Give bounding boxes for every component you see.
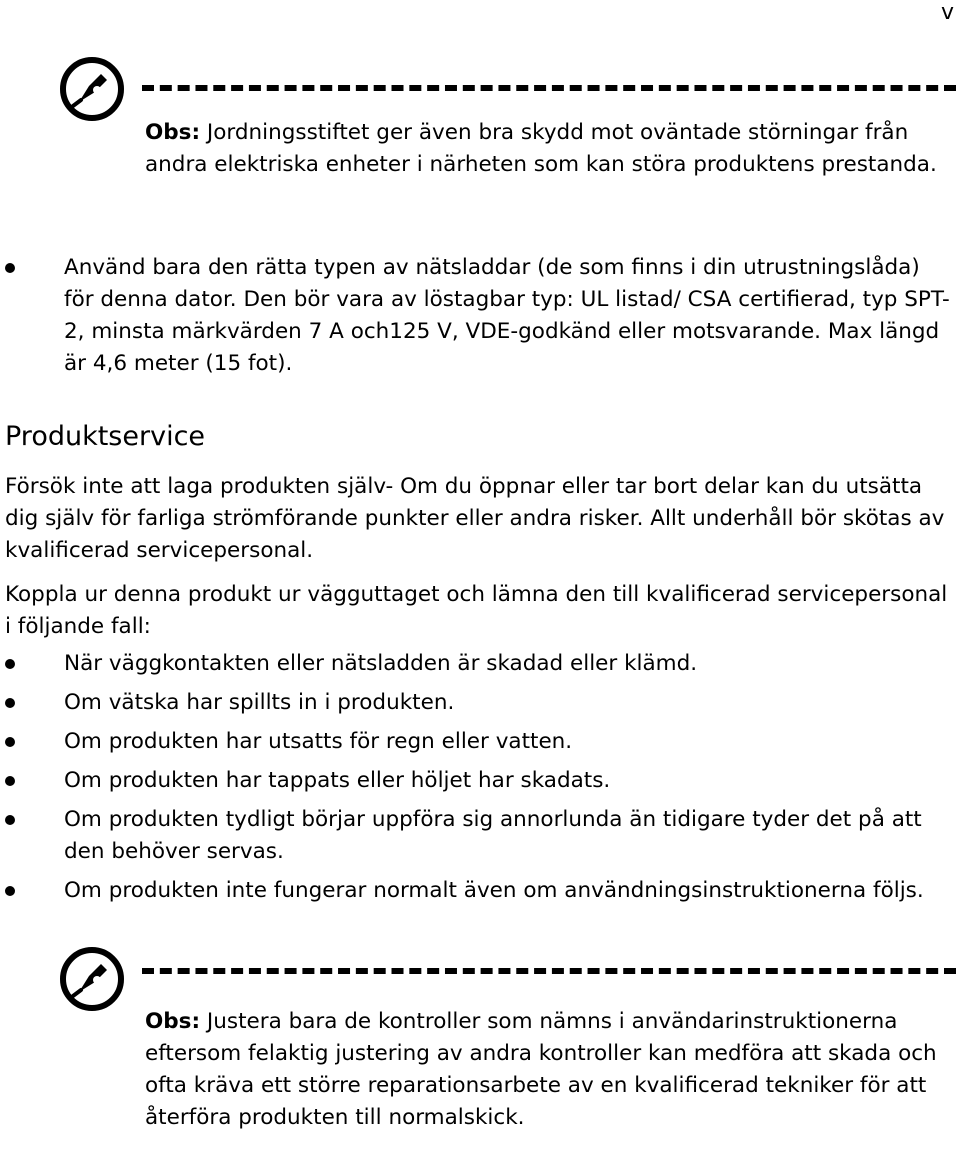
- note-divider: [142, 968, 956, 974]
- bullet-dot-icon: [5, 776, 15, 786]
- note-label: Obs:: [145, 1009, 201, 1034]
- list-item-text: Om produkten har tappats eller höljet har skadats.: [64, 768, 611, 793]
- note-pen-icon: [59, 946, 125, 1012]
- section-paragraph-1: Försök inte att laga produkten själv- Om du öppnar eller tar bort delar kan du utsätta dig själv för farliga strömförande punkter eller andra risker. Allt underhåll bör skötas av kvalificerad servicepersonal.: [5, 474, 945, 563]
- list-item: [0, 875, 960, 907]
- list-item-text: När väggkontakten eller nätsladden är skadad eller klämd.: [64, 651, 698, 676]
- list-item: [0, 765, 960, 797]
- list-item: [0, 687, 960, 719]
- bullet-dot-icon: [5, 886, 15, 896]
- note-text: [145, 117, 945, 181]
- note-body: Jordningsstiftet ger även bra skydd mot oväntade störningar från andra elektriska enheter i närheten som kan störa produktens prestanda.: [145, 120, 937, 177]
- list-item: [0, 804, 960, 868]
- note-pen-icon: [59, 56, 125, 122]
- list-item-text: Om produkten har utsatts för regn eller vatten.: [64, 729, 573, 754]
- bullet-dot-icon: [5, 698, 15, 708]
- bullet-dot-icon: [5, 815, 15, 825]
- list-item-text: Använd bara den rätta typen av nätsladdar (de som finns i din utrustningslåda) för denna dator. Den bör vara av löstagbar typ: UL listad/ CSA certifierad, typ SPT-2, minsta märkvärden 7 A och125 V, VDE-godkänd eller motsvarande. Max längd är 4,6 meter (15 fot).: [64, 255, 950, 376]
- list-item-text: Om produkten inte fungerar normalt även om användningsinstruktionerna följs.: [64, 878, 924, 903]
- list-item: [0, 726, 960, 758]
- list-item: [0, 648, 960, 680]
- bullet-dot-icon: [5, 263, 15, 273]
- section-paragraph-2: Koppla ur denna produkt ur vägguttaget och lämna den till kvalificerad servicepersonal i följande fall:: [5, 582, 948, 639]
- note-text: [145, 1006, 945, 1134]
- bullet-dot-icon: [5, 659, 15, 669]
- service-conditions-list: [0, 648, 960, 907]
- note-label: Obs:: [145, 120, 201, 145]
- note-body: Justera bara de kontroller som nämns i användarinstruktionerna eftersom felaktig justering av andra kontroller kan medföra att skada och ofta kräva ett större reparationsarbete av en kvalificerad tekniker för att återföra produkten till normalskick.: [145, 1009, 937, 1130]
- page-number: v: [941, 0, 955, 25]
- list-item-text: Om vätska har spillts in i produkten.: [64, 690, 455, 715]
- note-divider: [142, 85, 956, 91]
- section-heading: Produktservice: [5, 421, 206, 452]
- power-cord-list: [0, 252, 960, 380]
- list-item: [0, 252, 960, 380]
- bullet-dot-icon: [5, 737, 15, 747]
- list-item-text: Om produkten tydligt börjar uppföra sig annorlunda än tidigare tyder det på att den behöver servas.: [64, 807, 922, 864]
